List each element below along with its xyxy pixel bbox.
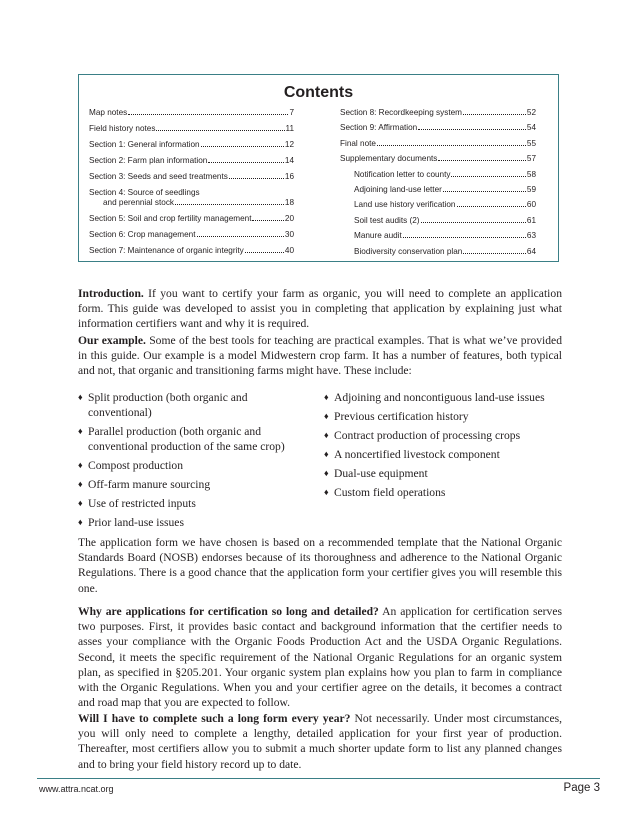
bullet-item [78,515,310,530]
contents-leader-dots [245,252,284,253]
contents-entry-page: 11 [285,124,294,133]
contents-left-column [89,108,294,262]
intro-text: If you want to certify your farm as organic, you will need to complete an application form. This guide was developed to assist you in completing that application by explaining just what information certifiers want and why it is required. [78,287,562,331]
contents-entry [340,108,536,117]
bullet-text: A noncertified livestock component [334,448,500,461]
contents-entry [340,139,536,148]
contents-entry-label: Adjoining land-use letter [354,184,442,194]
footer-url-link[interactable]: www.attra.ncat.org [39,784,114,794]
contents-entry-label: Soil test audits (2) [354,215,420,225]
contents-entry [340,154,536,163]
contents-entry [340,200,536,209]
contents-entry [89,246,294,255]
contents-entry-page: 18 [284,198,294,207]
diamond-bullet-icon: ♦ [78,460,83,471]
contents-leader-dots [403,237,526,238]
contents-entry-page: 54 [526,123,536,133]
diamond-bullet-icon: ♦ [78,426,83,437]
why-lead: Why are applications for certification so long and detailed? [78,605,379,618]
intro-lead: Introduction. [78,287,144,300]
contents-leader-dots [175,204,284,205]
contents-entry-page: 55 [526,138,536,148]
bullet-item [78,390,310,420]
contents-entry-page: 20 [284,214,294,223]
bullet-text: Adjoining and noncontiguous land-use issues [334,391,545,404]
bullet-text: Off-farm manure sourcing [88,478,211,492]
contents-leader-dots [418,129,526,130]
contents-entry-page: 57 [526,154,536,164]
diamond-bullet-icon: ♦ [78,517,83,528]
contents-entry [89,188,294,207]
bullet-item [78,458,310,473]
contents-entry [340,216,536,225]
contents-entry-page: 16 [284,172,294,181]
contents-leader-dots [457,206,526,207]
bullet-text: Compost production [88,459,184,473]
contents-entry-label: Section 5: Soil and crop fertility management [89,214,252,223]
contents-title: Contents [283,84,354,101]
example-lead: Our example. [78,334,146,347]
contents-entry-label: Section 6: Crop management [89,230,196,239]
diamond-bullet-icon: ♦ [78,479,83,490]
contents-entry-label: Manure audit [354,231,402,241]
diamond-bullet-icon: ♦ [78,498,83,509]
why-paragraph [78,604,562,710]
bullet-text: Use of restricted inputs [88,497,196,511]
contents-entry-label: Section 7: Maintenance of organic integrity [89,246,244,255]
contents-right-column [340,108,536,262]
bullet-item [324,447,564,462]
example-paragraph [78,333,562,379]
bullet-text: Contract production of processing crops [334,429,521,442]
contents-entry [340,185,536,194]
contents-entry-label: Biodiversity conservation plan [354,246,463,256]
contents-entry-label: Section 1: General information [89,140,200,149]
contents-entry-page: 59 [526,184,536,194]
contents-entry [340,170,536,179]
contents-entry-label: Section 9: Affirmation [340,123,418,133]
contents-leader-dots [421,222,526,223]
diamond-bullet-icon: ♦ [324,468,329,478]
diamond-bullet-icon: ♦ [324,430,329,440]
bullet-list-right [324,390,564,504]
contents-leader-dots [443,191,526,192]
contents-leader-dots [463,114,526,115]
contents-entry-label: Section 3: Seeds and seed treatments [89,172,228,181]
bullet-item [78,477,310,492]
every-year-lead: Will I have to complete such a long form every year? [78,712,351,725]
contents-leader-dots [377,145,526,146]
contents-entry [89,214,294,223]
contents-entry-label: Supplementary documents [340,154,438,164]
contents-entry-page: 60 [526,200,536,210]
bullet-item [324,390,564,405]
intro-paragraph [78,286,562,332]
contents-entry-page: 30 [284,230,294,239]
bullet-text: Custom field operations [334,486,446,499]
contents-entry [89,230,294,239]
contents-entry [89,124,294,133]
why-text: An application for certification serves two purposes. First, it provides basic contact and background information that the certifier needs to asses your compliance with the Organic Foods Production Act and the USDA Organic Regulations. Second, it meets the specific requirement of the National Organic Regulations for an organic system plan, as specified in §205.201. Your organic system plan explains how you plan to farm in compliance with the Organic Regulations. When you and your certifier agree on the details, it becomes a contract and road map that you are expected to follow. [78,605,562,710]
bullet-text: Prior land-use issues [88,516,184,530]
contents-box [78,74,559,262]
diamond-bullet-icon: ♦ [324,392,329,402]
contents-entry-page: 64 [526,246,536,256]
contents-entry-page: 58 [526,169,536,179]
contents-leader-dots [197,236,284,237]
contents-entry-label: Land use history verification [354,200,456,210]
contents-entry-label: Final note [340,138,376,148]
bullet-text: Split production (both organic and conventional) [88,391,248,420]
contents-entry-page: 12 [284,140,294,149]
footer-divider [37,778,600,779]
application-paragraph [78,535,562,596]
contents-entry-label-continued: and perennial stock [103,198,175,207]
contents-entry [340,247,536,256]
bullet-item [324,428,564,443]
bullet-item [324,409,564,424]
contents-leader-dots [201,146,284,147]
contents-leader-dots [156,130,284,131]
bullet-list-left [78,390,310,534]
contents-entry-label: Field history notes [89,124,156,133]
contents-entry-page: 40 [284,246,294,255]
bullet-item [324,466,564,481]
contents-entry [340,123,536,132]
bullet-item [78,496,310,511]
bullet-text: Parallel production (both organic and conventional production of the same crop) [88,425,285,454]
contents-entry [89,172,294,181]
contents-entry [340,231,536,240]
contents-entry-label: Map notes [89,108,128,117]
contents-entry-page: 7 [289,108,294,117]
contents-leader-dots [451,176,525,177]
contents-entry [89,108,294,117]
bullet-text: Previous certification history [334,410,469,423]
contents-entry-page: 63 [526,231,536,241]
bullet-text: Dual-use equipment [334,467,428,480]
contents-leader-dots [252,220,283,221]
bullet-item [78,424,310,454]
contents-leader-dots [128,114,288,115]
contents-entry-page: 61 [526,215,536,225]
contents-entry [89,156,294,165]
every-year-paragraph [78,711,562,772]
diamond-bullet-icon: ♦ [78,392,83,402]
contents-entry-label: Section 4: Source of seedlings [89,188,200,197]
contents-leader-dots [208,162,284,163]
contents-entry-page: 52 [526,108,536,117]
contents-leader-dots [438,160,525,161]
contents-entry-page: 14 [284,156,294,165]
contents-entry [89,140,294,149]
bullet-item [324,485,564,500]
application-text: The application form we have chosen is based on a recommended template that the National Organic Standards Board (NOSB) endorses because of its thoroughness and adherence to the National Organic Regulations. There is a good chance that the application form your certifier gives you will resemble this one. [78,536,562,595]
example-text: Some of the best tools for teaching are practical examples. That is what we’ve provided in this guide. Our example is a model Midwestern crop farm. It has a number of features, both typical and not, that organic and transitioning farms might have. These include: [78,334,562,378]
contents-entry-label: Section 8: Recordkeeping system [340,108,462,117]
contents-entry-label: Notification letter to county [354,169,451,179]
every-year-text: Not necessarily. Under most circumstances, you will only need to complete a lengthy, detailed application for your first year of production. Thereafter, most certifiers allow you to submit a much shorter update form to list any planned changes and to bring your field history record up to date. [78,712,562,771]
diamond-bullet-icon: ♦ [324,449,329,459]
diamond-bullet-icon: ♦ [324,411,329,421]
contents-leader-dots [229,178,284,179]
contents-entry-label: Section 2: Farm plan information [89,156,208,165]
page-number: Page 3 [563,782,600,794]
diamond-bullet-icon: ♦ [324,487,329,497]
contents-leader-dots [463,253,526,254]
